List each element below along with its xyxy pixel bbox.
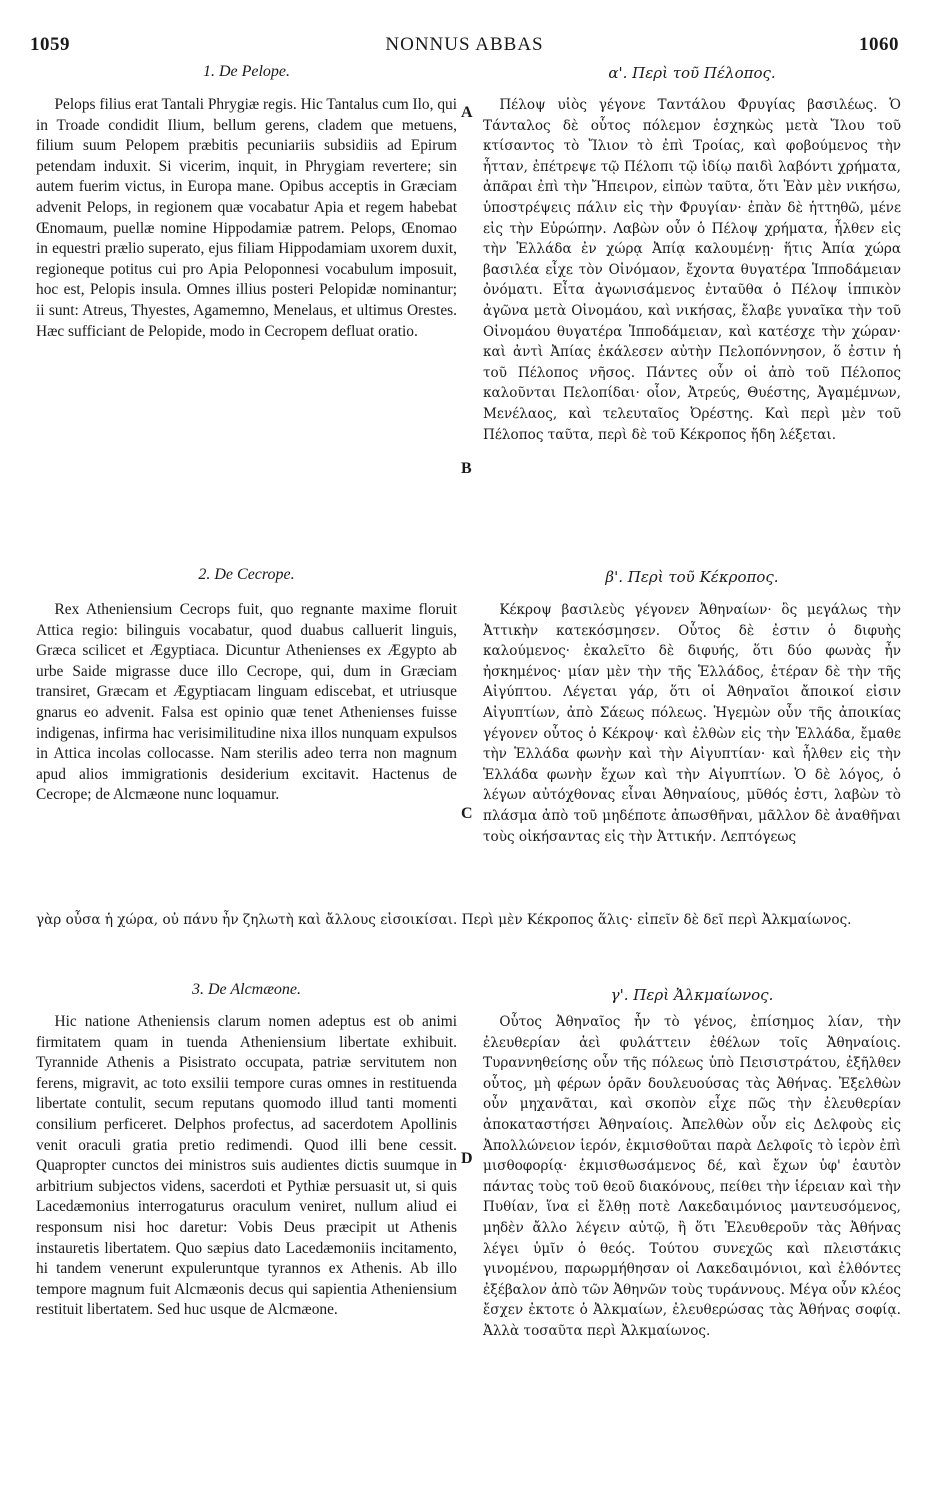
section-2-greek-spill-text: γὰρ οὖσα ἡ χώρα, οὐ πάνυ ἦν ζηλωτὴ καὶ ἄλλους εἰσοικίσαι. Περὶ μὲν Κέκροπος ἅλις· εἰπεῖν δὲ δεῖ περὶ Ἀλκμαίωνος. [36,912,852,928]
section-3-latin-title: 3. De Alcmæone. [191,981,301,998]
section-1-latin-text: Pelops filius erat Tantali Phrygiæ regis. Hic Tantalus cum Ilo, qui in Troade condidit Ilium, bellum gerens, cladem que metuens, filium suum Pelopem præbitis pecuniariis subsidiis ad Epirum petendam induxit. Si vicerim, inquit, in Phrygiam revertere; sin autem fuerim victus, in Europa mane. Opibus acceptis in Græciam advenit Pelops, in regionem quæ vocabatur Apia et regem habebat Œnomaum, puellæ nomine Hippodamiæ patrem. Pelops, Œnomao in equestri prælio superato, ejus filiam Hippodamiam uxorem duxit, regioneque potitus cui pro Apia Peloponnesi vocabulum imposuit, hoc est, Pelopis insula. Omnes illius posteri Pelopidæ nominantur; ii sunt: Atreus, Thyestes, Agamemno, Menelaus, et ultimus Orestes. Hæc sufficiant de Pelopide, modo in Cecropem defluat oratio. [36,96,457,340]
margin-letter-a: A [461,104,473,121]
section-2-latin-column [36,600,457,806]
margin-letter-b: B [461,460,472,477]
section-1-greek-text: Πέλοψ υἱὸς γέγονε Ταντάλου Φρυγίας βασιλέως. Ὁ Τάνταλος δὲ οὗτος πόλεμον ἐσχηκὼς μετὰ Ἴλου τοῦ κτίσαντος τὸ Ἴλιον τὸ ἐπὶ Τροίας, καὶ φοβούμενος τὴν ἧτταν, ἐπέτρεψε τῷ Πέλοπι τῷ ἰδίῳ παιδὶ λαβόντι χρήματα, ἀπᾶραι ἐπὶ τὴν Ἤπειρον, εἰπὼν ταῦτα, ὅτι Ἐὰν μὲν νικήσω, ὑποστρέψεις πάλιν εἰς τὴν Φρυγίαν· ἐπὰν δὲ ἡττηθῶ, μένε εἰς τὴν Εὐρώπην. Λαβὼν οὖν ὁ Πέλοψ χρήματα, ἦλθεν εἰς τὴν Ἑλλάδα ἐν χώρᾳ Ἀπίᾳ καλουμένῃ· ἥτις Ἀπία χώρα βασιλέα εἶχε τὸν Οἰνόμαον, ἔχοντα θυγατέρα Ἱπποδάμειαν ὀνόματι. Εἶτα ἀγωνισάμενος ἐνταῦθα ὁ Πέλοψ ἱππικὸν ἀγῶνα μετὰ Οἰνομάου, καὶ νικήσας, ἔλαβε γυναῖκα τὴν τοῦ Οἰνομάου θυγατέρα Ἱπποδάμειαν, καὶ κατέσχε τὴν χώραν· καὶ ἀντὶ Ἀπίας ἐκάλεσεν αὐτὴν Πελοπόννησον, ὅ ἐστιν ἡ τοῦ Πέλοπος νῆσος. Πάντες οὖν οἱ ἀπὸ τοῦ Πέλοπος καλοῦνται Πελοπίδαι· οἷον, Ἀτρεύς, Θυέστης, Ἀγαμέμνων, Μενέλαος, καὶ τελευταῖος Ὀρέστης. Καὶ περὶ μὲν τοῦ Πέλοπος ταῦτα, περὶ δὲ τοῦ Κέκροπος ἤδη λέξεται. [483,97,901,443]
section-3-latin-text: Hic natione Atheniensis clarum nomen adeptus est ob animi firmitatem quam in tuenda Atheniensium libertate exhibuit. Tyrannide Athenis a Pisistrato occupata, patriæ servitutem non ferens, migravit, ac toto exsilii tempore curas omnes in restituenda libertate contulit, secum reputans quomodo illud tanti momenti consilium perficeret. Delphos profectus, ad sacerdotem Apollinis venit oraculi gratia pretio redimendi. Quod illi bene cessit. Quapropter cunctos dei ministros suis audientes dictis suumque in arbitrium subjectos videns, sacerdoti et Pythiæ persuasit ut, si quis Lacedæmonius interrogaturus oraculum veniret, nullum aliud ei responsum nisi hoc daretur: Vobis Deus præcipit ut Athenis instauretis libertatem. Quo sæpius dato Lacedæmoniis incitamento, hi tandem venerunt expuleruntque tyrannos ex Athenis. Ab illo tempore magnum fuit Alcmæonis decus qui sapientia Atheniensium restituit libertatem. Sed huc usque de Alcmæone. [36,1013,457,1319]
section-3-greek-column [483,1012,901,1342]
margin-letter-c: C [461,805,473,822]
running-title: NONNUS ABBAS [385,34,544,55]
section-1-greek-column [483,95,901,445]
section-2-latin-title: 2. De Cecrope. [198,566,295,583]
section-1-latin-column [36,95,457,342]
section-2-latin-text: Rex Atheniensium Cecrops fuit, quo regnante maxime floruit Attica regio: bilinguis vocabatur, quod duabus calluerit linguis, Græca scilicet et Ægyptiaca. Dicuntur Athenienses ex Ægypto ab urbe Saide migrasse duce illo Cecrope, qui, dum in Græciam transiret, Græcam et Ægyptiacam linguam ediscebat, et utriusque gnarus eo advenit. Falsa est opinio quæ tenet Athenienses fuisse indigenas, infirma hac verisimilitudine nixa illos nunquam expulsos in Attica incolas collocasse. Nam sterilis adeo terra non magnum apud alios immigrationis desiderium excitavit. Hactenus de Cecrope; de Alcmæone nunc loquamur. [36,601,457,804]
section-1-latin-title: 1. De Pelope. [202,63,291,80]
section-3-latin-column [36,1012,457,1321]
section-3-greek-text: Οὗτος Ἀθηναῖος ἦν τὸ γένος, ἐπίσημος λίαν, τὴν ἐλευθερίαν ἀεὶ φυλάττειν ἐθέλων τοῖς Ἀθηναίοις. Τυραννηθείσης οὖν τῆς πόλεως ὑπὸ Πεισιστράτου, ἐξῆλθεν οὗτος, μὴ φέρων ὁρᾶν δουλευούσας τὰς Ἀθήνας. Ἐξελθὼν οὖν μηχανᾶται, καὶ σκοπὸν εἶχε πῶς τὴν ἐλευθερίαν ἀποκαταστήσει Ἀθηναίοις. Ἀπελθὼν οὖν εἰς Δελφοὺς εἰς Ἀπολλώνειον ἱερόν, ἐκμισθοῦται παρὰ Δελφοῖς τὸ ἱερὸν ἐπὶ μισθοφορίᾳ· ἐκμισθωσάμενος δέ, καὶ ἔχων ὑφ' ἑαυτὸν πάντας τοὺς τοῦ θεοῦ διακόνους, πείθει τὴν ἱέρειαν καὶ τὴν Πυθίαν, ἵνα εἰ ἔλθῃ ποτὲ Λακεδαιμόνιος μαντευσόμενος, μηδὲν ἄλλο λέγειν αὐτῷ, ἢ ὅτι Ἐλευθεροῦν τὰς Ἀθήνας λέγει ὑμῖν ὁ θεός. Τούτου συνεχῶς καὶ πλειστάκις γινομένου, παρωρμήθησαν οἱ Λακεδαιμόνιοι, καὶ ἐλθόντες ἐξέβαλον ἀπὸ τῶν Ἀθηνῶν τοὺς τυράννους. Μέγα οὖν κλέος ἔσχεν ἐκτοτε ὁ Ἀλκμαίων, ἐλευθερώσας τὰς Ἀθήνας σοφίᾳ. Ἀλλὰ τοσαῦτα περὶ Ἀλκμαίωνος. [483,1014,901,1339]
margin-letter-d: D [461,1150,473,1167]
running-header [30,34,899,58]
page-number-right: 1060 [859,34,899,55]
section-2-greek-title: β'. Περὶ τοῦ Κέκροπος. [605,568,779,586]
section-2-greek-text: Κέκροψ βασιλεὺς γέγονεν Ἀθηναίων· ὃς μεγάλως τὴν Ἀττικὴν κατεκόσμησεν. Οὗτος δὲ ἐστιν ὁ διφυὴς καλούμενος· ἐκαλεῖτο δὲ διφυής, ὅτι δύο φωνὰς ἦν ἠσκημένος· μίαν μὲν τὴν τῆς Ἑλλάδος, ἑτέραν δὲ τὴν τῆς Αἰγύπτου. Λέγεται γάρ, ὅτι οἱ Ἀθηναῖοι ἄποικοί εἰσιν Αἰγυπτίων, ἀπὸ Σάεως πόλεως. Ἡγεμὼν οὖν τῆς ἀποικίας γέγονεν οὗτος ὁ Κέκροψ· καὶ ἐλθὼν εἰς τὴν Ἑλλάδα, ἔμαθε τὴν Ἑλλάδα φωνὴν καὶ τὴν Αἰγυπτίαν· καὶ ἦλθεν εἰς τὴν Ἑλλάδα φωνὴν ἔχων καὶ τὴν Αἰγυπτίων. Ὁ δὲ λόγος, ὁ λέγων αὐτόχθονας εἶναι Ἀθηναίους, μῦθός ἐστι, λαβὼν τὸ πλάσμα ἀπὸ τοῦ μηδέποτε ἀπωσθῆναι, μᾶλλον δὲ ἀναθῆναι τοὺς οἰκήσαντας εἰς τὴν Ἀττικήν. Λεπτόγεως [483,602,901,845]
page-number-left: 1059 [30,34,70,55]
section-1-greek-title: α'. Περὶ τοῦ Πέλοπος. [608,64,776,82]
section-3-greek-title: γ'. Περὶ Ἀλκμαίωνος. [610,986,774,1004]
section-2-greek-column [483,600,901,847]
